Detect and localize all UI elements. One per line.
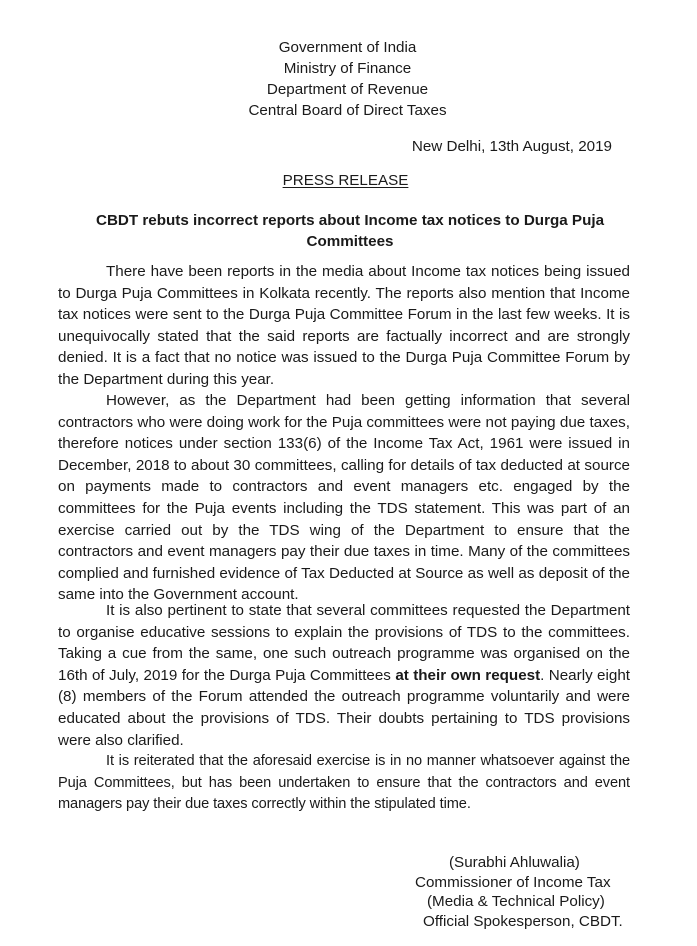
paragraph-3-text-start: It is also pertinent to state that several committees requested the Department to organise educative sessions to explain the provisions of TDS to the committees. Taking a cue from the same, one such outreach programme was organised on the 16th of July, 2019 for the Durga Puja Committees xyxy=(58,602,630,684)
paragraph-2 xyxy=(58,390,630,606)
paragraph-3-text-end: . Nearly eight (8) members of the Forum attended the outreach programme voluntarily and were educated about the provisions of TDS. Their doubts pertaining to TDS provisions were also clarified. xyxy=(58,666,630,749)
paragraph-4 xyxy=(58,751,630,816)
signatory-department: (Media & Technical Policy) xyxy=(427,893,605,911)
letterhead-ministry: Ministry of Finance xyxy=(283,60,412,77)
dateline: New Delhi, 13th August, 2019 xyxy=(411,138,612,155)
emphasis-own-request: at their own request xyxy=(395,666,541,684)
signatory-name: (Surabhi Ahluwalia) xyxy=(449,854,580,871)
paragraph-3 xyxy=(58,600,630,751)
signatory-role: Official Spokesperson, CBDT. xyxy=(423,912,623,930)
press-release-label: PRESS RELEASE xyxy=(282,172,409,189)
paragraph-3-text xyxy=(58,600,630,751)
press-release-heading xyxy=(0,170,697,191)
signature-block xyxy=(408,853,633,931)
paragraph-1 xyxy=(58,261,630,391)
paragraph-1-text: There have been reports in the media about Income tax notices being issued to Durga Puja Committees in Kolkata recently. The reports also mention that Income tax notices were sent to the Durga Puja Committee Forum in the last few weeks. It is unequivocally stated that the said reports are factually incorrect and are strongly denied. It is a fact that no notice was issued to the Durga Puja Committee Forum by the Department during this year. xyxy=(58,263,630,388)
paragraph-2-text: However, as the Department had been getting information that several contractors who were doing work for the Puja committees were not paying due taxes, therefore notices under section 133(6) of the Income Tax Act, 1961 were issued in December, 2018 to about 30 committees, calling for details of tax deducted at source on payments made to contractors and event managers etc. engaged by the committees for the Puja events including the TDS statement. This was part of an exercise carried out by the TDS wing of the Department to ensure that the contractors and event managers pay their due taxes in time. Many of the committees complied and furnished evidence of Tax Deducted at Source as well as deposit of the same into the Government account. xyxy=(58,392,630,604)
signatory-title: Commissioner of Income Tax xyxy=(415,873,611,891)
letterhead-government: Government of India xyxy=(278,39,417,56)
letterhead xyxy=(0,37,697,121)
document-title: CBDT rebuts incorrect reports about Income tax notices to Durga Puja Committees xyxy=(95,212,605,250)
letterhead-department: Department of Revenue xyxy=(266,81,429,98)
letterhead-board: Central Board of Direct Taxes xyxy=(248,102,447,119)
paragraph-4-text: It is reiterated that the aforesaid exercise is in no manner whatsoever against the Puja Committees, but has been undertaken to ensure that the contractors and event managers pay their due taxes correctly within the stipulated time. xyxy=(58,753,630,813)
